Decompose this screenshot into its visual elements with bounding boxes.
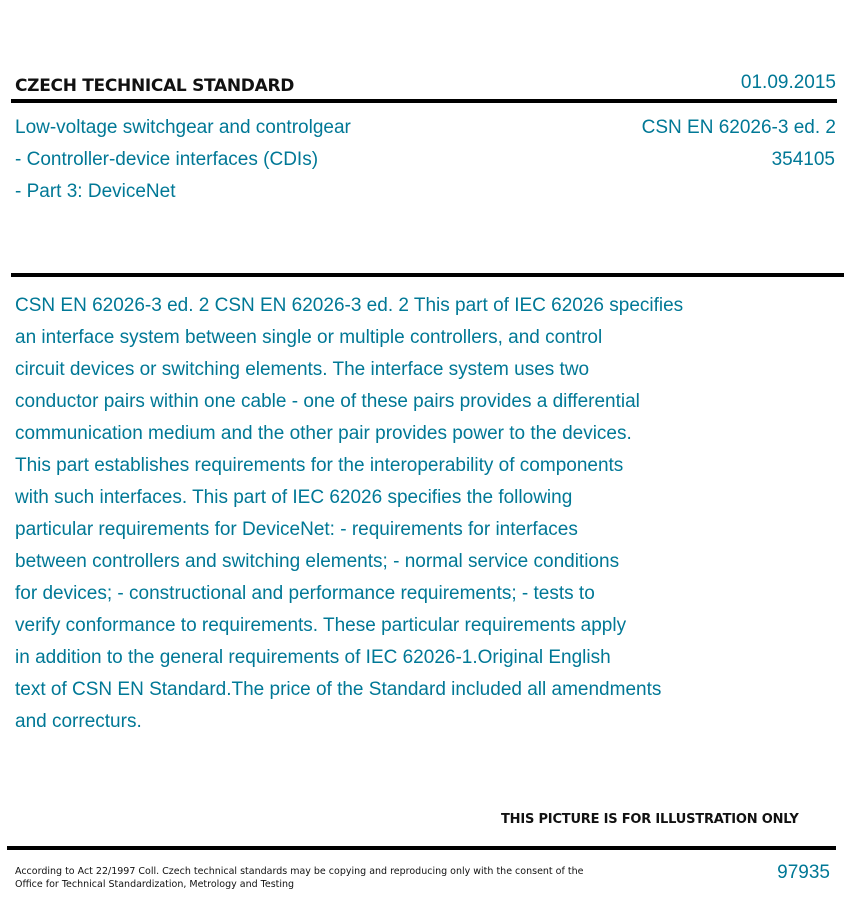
footer-divider [7,846,836,850]
title-line-2: - Controller-device interfaces (CDIs) [15,149,319,170]
document-number: 97935 [777,862,830,883]
classification-code: 354105 [771,149,835,170]
title-line-1: Low-voltage switchgear and controlgear [15,117,351,138]
title-divider [11,273,844,277]
illustration-notice: THIS PICTURE IS FOR ILLUSTRATION ONLY [501,812,799,827]
standard-abstract: CSN EN 62026-3 ed. 2 CSN EN 62026-3 ed. 2 This part of IEC 62026 specifies an interface system between single or multiple controllers, and control circuit devices or switching elements. The interface system uses two conductor pairs within one cable - one of these pairs provides a differential communication medium and the other pair provides power to the devices. This part establishes requirements for the interoperability of components with such interfaces. This part of IEC 62026 specifies the following particular requirements for DeviceNet: - requirements for interfaces between controllers and switching elements; - normal service conditions for devices; - constructional and performance requirements; - tests to verify conformance to requirements. These particular requirements apply in addition to the general requirements of IEC 62026-1.Original English text of CSN EN Standard.The price of the Standard included all amendments and correcturs. [15,295,684,732]
standard-code: CSN EN 62026-3 ed. 2 [641,117,836,138]
publication-date: 01.09.2015 [740,72,836,93]
title-line-3: - Part 3: DeviceNet [15,181,176,202]
document-heading: CZECH TECHNICAL STANDARD [15,76,295,96]
copyright-note: According to Act 22/1997 Coll. Czech technical standards may be copying and reproducing only with the consent of the Office for Technical Standardization, Metrology and Testing [15,866,584,890]
header-divider [11,99,837,103]
